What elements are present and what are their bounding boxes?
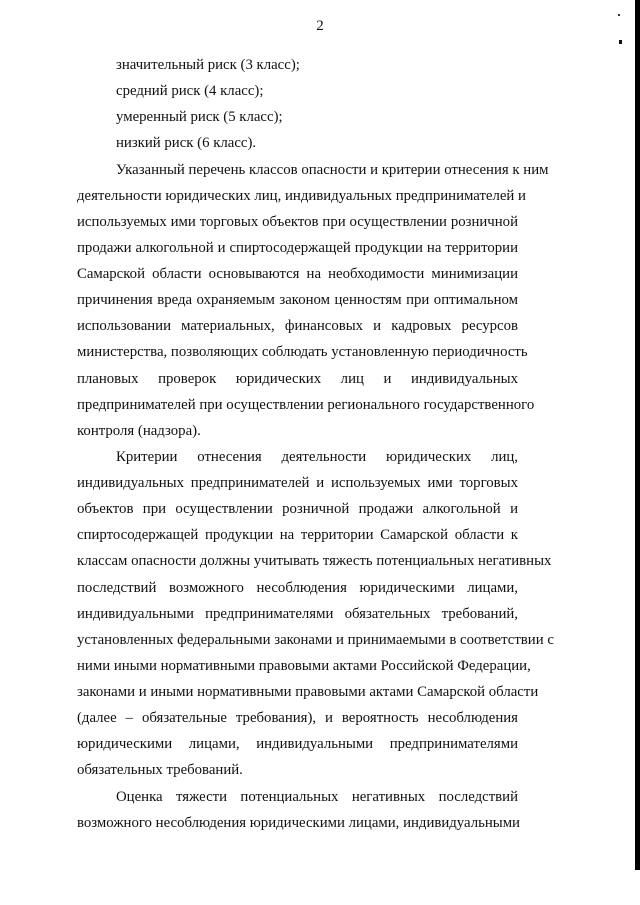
text-line: Оценка тяжести потенциальных негативных последствий [116, 788, 518, 805]
text-line: плановых проверок юридических лиц и индивидуальных [77, 370, 518, 387]
text-line: классам опасности должны учитывать тяжесть потенциальных негативных [77, 553, 552, 570]
text-line: установленных федеральными законами и принимаемыми в соответствии с [77, 631, 554, 648]
text-line: индивидуальных предпринимателей и используемых ими торговых [77, 475, 518, 491]
text-line: используемых ими торговых объектов при осуществлении розничной [77, 213, 518, 230]
text-line: (далее – обязательные требования), и вероятность несоблюдения [77, 710, 518, 727]
text-line: контроля (надзора). [77, 422, 201, 439]
text-line: предпринимателей при осуществлении регионального государственного [77, 396, 535, 413]
text-line: деятельности юридических лиц, индивидуальных предпринимателей и [77, 187, 526, 204]
text-line: обязательных требований. [77, 762, 243, 779]
text-line: средний риск (4 класс); [116, 83, 264, 100]
scan-speck [619, 40, 622, 44]
text-line: индивидуальными предпринимателями обязательных требований, [77, 605, 518, 622]
text-line: законами и иными нормативными правовыми актами Самарской области [77, 684, 539, 700]
text-line: продажи алкогольной и спиртосодержащей продукции на территории [77, 239, 518, 256]
text-line: низкий риск (6 класс). [116, 135, 257, 152]
text-line: министерства, позволяющих соблюдать установленную периодичность [77, 344, 528, 361]
page-number: 2 [316, 18, 324, 34]
scan-border [635, 0, 640, 870]
text-line: возможного несоблюдения юридическими лицами, индивидуальными [77, 814, 520, 831]
text-line: ними иными нормативными правовыми актами Российской Федерации, [77, 657, 531, 674]
text-line: использовании материальных, финансовых и кадровых ресурсов [77, 318, 518, 335]
text-line: значительный риск (3 класс); [116, 57, 300, 73]
text-line: Критерии отнесения деятельности юридических лиц, [116, 448, 518, 465]
document-body [77, 52, 554, 836]
text-line: Самарской области основываются на необходимости минимизации [77, 266, 518, 282]
text-line: объектов при осуществлении розничной продажи алкогольной и [77, 501, 518, 518]
text-line: Указанный перечень классов опасности и критерии отнесения к ним [116, 161, 549, 178]
text-line: умеренный риск (5 класс); [116, 109, 283, 126]
scan-speck [618, 14, 620, 16]
text-line: причинения вреда охраняемым законом ценностям при оптимальном [77, 292, 518, 309]
text-line: последствий возможного несоблюдения юридическими лицами, [77, 579, 518, 596]
text-line: юридическими лицами, индивидуальными предпринимателями [77, 736, 518, 753]
text-line: спиртосодержащей продукции на территории Самарской области к [77, 527, 518, 544]
